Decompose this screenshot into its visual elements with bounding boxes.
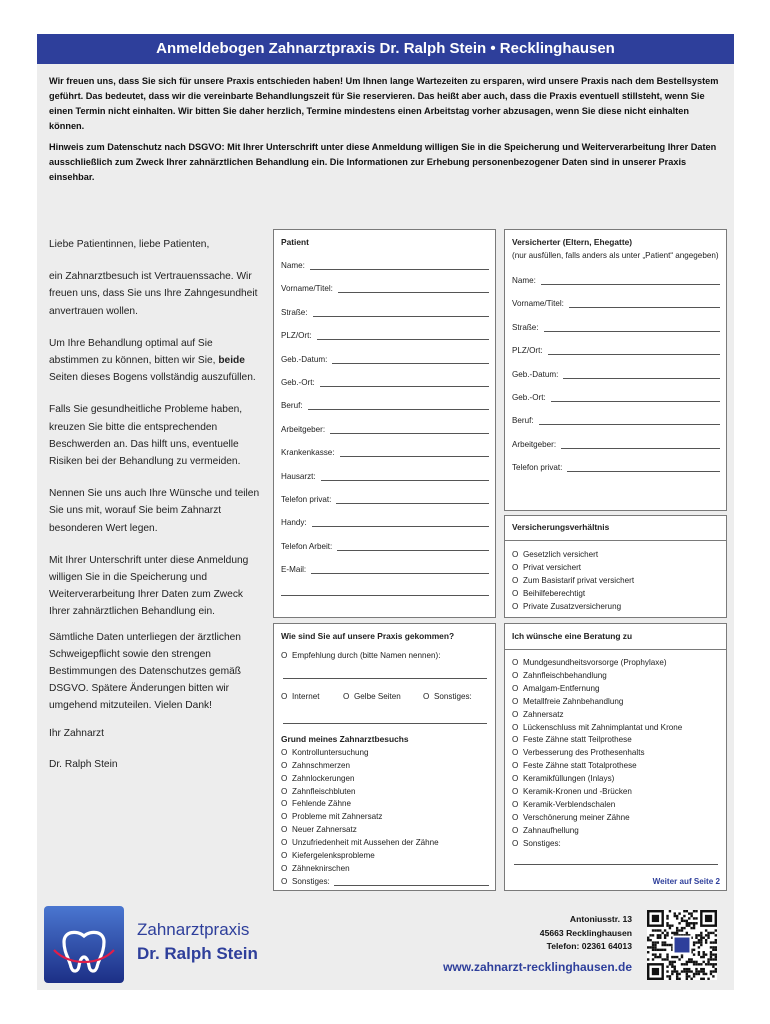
patient-field-label: Beruf: xyxy=(281,401,303,411)
checkbox-circle-icon[interactable]: O xyxy=(281,863,288,873)
consultation-option-zahnaufhellung[interactable] xyxy=(512,825,720,838)
continue-note: Weiter auf Seite 2 xyxy=(652,876,720,886)
consultation-option-label: Lückenschluss mit Zahnimplantat und Krone xyxy=(523,722,683,732)
qr-code-icon[interactable] xyxy=(647,910,717,980)
insured-field-geb-ort[interactable] xyxy=(512,393,720,402)
reason-option-probleme-mit-zahnersatz[interactable] xyxy=(281,811,489,824)
checkbox-circle-icon[interactable]: O xyxy=(512,550,519,559)
insurance-box xyxy=(504,515,727,618)
checkbox-circle-icon[interactable]: O xyxy=(512,709,519,719)
consultation-option-keramik-kronen-und-brucken[interactable] xyxy=(512,786,720,799)
checkbox-circle-icon[interactable]: O xyxy=(512,601,519,611)
insured-field-input-line[interactable] xyxy=(544,324,720,332)
patient-field-label: Geb.-Datum: xyxy=(281,354,328,364)
insurance-option-label: Private Zusatzversicherung xyxy=(523,601,622,611)
patient-field-vorname-titel[interactable] xyxy=(281,284,489,293)
insured-field-arbeitgeber[interactable] xyxy=(512,440,720,449)
insurance-option-gesetzlich-versichert[interactable] xyxy=(512,549,720,562)
patient-field-label: Vorname/Titel: xyxy=(281,284,333,294)
insured-field-telefon-privat[interactable] xyxy=(512,463,720,472)
patient-field-handy[interactable] xyxy=(281,518,489,527)
insurance-option-label: Beihilfeberechtigt xyxy=(523,588,586,598)
patient-field-input-line[interactable] xyxy=(311,566,489,574)
checkbox-circle-icon[interactable]: O xyxy=(512,735,519,745)
insurance-option-privat-versichert[interactable] xyxy=(512,562,720,575)
reason-option-label: Zähneknirschen xyxy=(292,863,350,873)
insured-field-input-line[interactable] xyxy=(561,441,720,449)
patient-extra-line[interactable] xyxy=(281,588,489,596)
insured-field-input-line[interactable] xyxy=(563,371,720,379)
referral-option-other[interactable]: O Sonstiges: xyxy=(423,691,472,701)
referral-inline-options xyxy=(281,691,489,704)
insurance-option-label: Zum Basistarif privat versichert xyxy=(523,575,635,585)
patient-field-geb-datum[interactable] xyxy=(281,355,489,364)
checkbox-circle-icon[interactable]: O xyxy=(281,747,288,757)
checkbox-circle-icon[interactable]: O xyxy=(512,825,519,835)
patient-field-plz-ort[interactable] xyxy=(281,331,489,340)
privacy-notice: Hinweis zum Datenschutz nach DSGVO: Mit Ihrer Unterschrift unter diese Anmeldung willigen Sie in die Speicherung und Weiterverarbeitung Ihrer Daten ausschließlich zum Zweck Ihrer zahnärztlichen Behandlung ein. Die Informationen zur Erhebung personenbezogener Daten sind in unserer Praxis einsehbar. xyxy=(49,142,717,182)
consultation-option-label: Amalgam-Entfernung xyxy=(523,683,600,693)
consultation-option-label: Verbesserung des Prothesenhalts xyxy=(523,748,645,758)
consultation-option-sonstiges[interactable] xyxy=(512,838,720,851)
patient-field-input-line[interactable] xyxy=(332,356,489,364)
letter-paragraph: Mit Ihrer Unterschrift unter diese Anmeldung willigen Sie in die Speicherung und Weiterverarbeitung Ihrer Daten zum Zweck Ihrer zahnärztlichen Behandlung ein. xyxy=(49,554,249,618)
insured-note: (nur ausfüllen, falls anders als unter „Patient“ angegeben) xyxy=(512,251,719,260)
patient-field-input-line[interactable] xyxy=(330,426,489,434)
patient-box xyxy=(273,229,496,618)
consultation-option-amalgam-entfernung[interactable] xyxy=(512,683,720,696)
checkbox-circle-icon[interactable]: O xyxy=(512,683,519,693)
checkbox-circle-icon[interactable]: O xyxy=(512,748,519,758)
patient-field-input-line[interactable] xyxy=(317,332,489,340)
insured-field-stra-e[interactable] xyxy=(512,323,720,332)
insurance-option-zum-basistarif-privat-versichert[interactable] xyxy=(512,575,720,588)
insured-field-input-line[interactable] xyxy=(541,277,720,285)
consultation-option-label: Sonstiges: xyxy=(523,838,561,848)
consultation-option-label: Keramikfüllungen (Inlays) xyxy=(523,774,615,784)
consultation-title: Ich wünsche eine Beratung zu xyxy=(512,631,633,641)
insured-field-label: PLZ/Ort: xyxy=(512,346,543,356)
recommendation-name-line[interactable] xyxy=(283,669,487,679)
patient-field-input-line[interactable] xyxy=(320,379,489,387)
reason-option-kontrolluntersuchung[interactable] xyxy=(281,747,489,760)
address-phone: Telefon: 02361 64013 xyxy=(546,941,632,951)
patient-field-label: Straße: xyxy=(281,307,308,317)
patient-field-label: Telefon Arbeit: xyxy=(281,541,333,551)
insured-field-input-line[interactable] xyxy=(551,394,720,402)
reason-option-fehlende-zahne[interactable] xyxy=(281,798,489,811)
consultation-option-verschonerung-meiner-zahne[interactable] xyxy=(512,812,720,825)
reason-option-label: Probleme mit Zahnersatz xyxy=(292,812,383,822)
referral-title: Wie sind Sie auf unsere Praxis gekommen? xyxy=(281,631,455,641)
reason-option-label: Zahnlockerungen xyxy=(292,773,355,783)
checkbox-circle-icon[interactable]: O xyxy=(281,851,288,861)
consultation-option-label: Feste Zähne statt Totalprothese xyxy=(523,761,637,771)
consultation-option-label: Zahnfleischbehandlung xyxy=(523,670,607,680)
checkbox-circle-icon[interactable]: O xyxy=(281,773,288,783)
patient-field-label: Hausarzt: xyxy=(281,471,316,481)
logo-text-practice: Zahnarztpraxis xyxy=(137,920,250,939)
checkbox-circle-icon[interactable]: O xyxy=(281,760,288,770)
patient-field-input-line[interactable] xyxy=(338,285,489,293)
patient-field-label: E-Mail: xyxy=(281,565,307,575)
consultation-option-luckenschluss-mit-zahnimplantat-und-krone[interactable] xyxy=(512,722,720,735)
insurance-option-label: Privat versichert xyxy=(523,562,582,572)
patient-field-label: Handy: xyxy=(281,518,307,528)
insured-field-name[interactable] xyxy=(512,276,720,285)
consultation-option-label: Zahnaufhellung xyxy=(523,825,579,835)
reason-title: Grund meines Zahnarztbesuchs xyxy=(281,733,409,744)
intro-text xyxy=(37,64,734,185)
reason-option-kiefergelenksprobleme[interactable] xyxy=(281,850,489,863)
insured-field-label: Vorname/Titel: xyxy=(512,299,564,309)
checkbox-circle-icon[interactable]: O xyxy=(281,838,288,848)
consultation-option-feste-zahne-statt-teilprothese[interactable] xyxy=(512,734,720,747)
checkbox-circle-icon[interactable]: O xyxy=(512,588,519,598)
checkbox-circle-icon[interactable]: O xyxy=(281,825,288,835)
consultation-option-feste-zahne-statt-totalprothese[interactable] xyxy=(512,760,720,773)
checkbox-circle-icon[interactable]: O xyxy=(281,812,288,822)
letter-signature: Dr. Ralph Stein xyxy=(49,758,118,770)
checkbox-circle-icon[interactable]: O xyxy=(512,812,519,822)
consultation-option-label: Metallfreie Zahnbehandlung xyxy=(523,696,624,706)
consultation-box xyxy=(504,623,727,891)
consultation-option-zahnersatz[interactable] xyxy=(512,709,720,722)
letter-paragraph: Falls Sie gesundheitliche Probleme haben, kreuzen Sie bitte die entsprechenden Beschwerden an. Das hilft uns, eventuelle Risiken bei der Behandlung zu vermeiden. xyxy=(49,404,243,468)
insured-field-input-line[interactable] xyxy=(567,464,720,472)
insurance-option-private-zusatzversicherung[interactable] xyxy=(512,601,720,614)
insured-box xyxy=(504,229,727,511)
insured-field-vorname-titel[interactable] xyxy=(512,299,720,308)
consultation-option-keramik-verblendschalen[interactable] xyxy=(512,799,720,812)
reason-option-zahnlockerungen[interactable] xyxy=(281,773,489,786)
patient-field-geb-ort[interactable] xyxy=(281,378,489,387)
patient-field-label: Geb.-Ort: xyxy=(281,377,315,387)
checkbox-circle-icon[interactable]: O xyxy=(512,799,519,809)
patient-field-beruf[interactable] xyxy=(281,401,489,410)
insured-field-label: Telefon privat: xyxy=(512,463,563,473)
consultation-option-label: Mundgesundheitsvorsorge (Prophylaxe) xyxy=(523,658,667,667)
consultation-option-verbesserung-des-prothesenhalts[interactable] xyxy=(512,747,720,760)
consultation-option-keramikfullungen-inlays[interactable] xyxy=(512,773,720,786)
checkbox-circle-icon[interactable]: O xyxy=(512,761,519,771)
checkbox-circle-icon[interactable]: O xyxy=(281,876,288,886)
patient-field-input-line[interactable] xyxy=(340,449,489,457)
checkbox-circle-icon[interactable]: O xyxy=(512,787,519,797)
insured-field-label: Straße: xyxy=(512,322,539,332)
checkbox-circle-icon[interactable]: O xyxy=(512,722,519,732)
insured-field-label: Beruf: xyxy=(512,416,534,426)
referral-option-yellow-pages[interactable]: O Gelbe Seiten xyxy=(343,691,401,701)
consultation-option-zahnfleischbehandlung[interactable] xyxy=(512,670,720,683)
letter-paragraph: Nennen Sie uns auch Ihre Wünsche und teilen Sie uns mit, worauf Sie beim Zahnarzt besonderen Wert legen. xyxy=(49,488,260,534)
reason-option-label: Unzufriedenheit mit Aussehen der Zähne xyxy=(292,838,439,848)
patient-field-krankenkasse[interactable] xyxy=(281,448,489,457)
checkbox-circle-icon[interactable]: O xyxy=(512,774,519,784)
address-street: Antoniusstr. 13 xyxy=(569,914,632,924)
patient-title: Patient xyxy=(281,237,309,247)
reason-option-label: Sonstiges: xyxy=(292,876,330,886)
insured-field-geb-datum[interactable] xyxy=(512,370,720,379)
insured-field-label: Arbeitgeber: xyxy=(512,439,557,449)
referral-box xyxy=(273,623,496,891)
patient-field-name[interactable] xyxy=(281,261,489,270)
reason-option-label: Zahnfleischbluten xyxy=(292,786,356,796)
checkbox-circle-icon[interactable]: O xyxy=(281,799,288,809)
referral-option-internet[interactable]: O Internet xyxy=(281,691,320,701)
patient-field-label: Telefon privat: xyxy=(281,494,332,504)
insured-field-input-line[interactable] xyxy=(548,347,720,355)
insured-field-input-line[interactable] xyxy=(569,300,720,308)
insured-field-label: Geb.-Datum: xyxy=(512,369,559,379)
checkbox-circle-icon[interactable]: O xyxy=(512,696,519,706)
checkbox-circle-icon[interactable]: O xyxy=(512,575,519,585)
patient-field-stra-e[interactable] xyxy=(281,308,489,317)
reason-option-label: Fehlende Zähne xyxy=(292,799,351,809)
letter-paragraph: Sämtliche Daten unterliegen der ärztlichen Schweigepflicht sowie den strengen Bestimmungen des Datenschutzes gemäß DSGVO. Spätere Änderungen bitten wir umgehend mitzuteilen. Vielen Dank! xyxy=(49,631,241,712)
letter-greeting: Liebe Patientinnen, liebe Patienten, xyxy=(49,239,210,250)
patient-field-input-line[interactable] xyxy=(336,496,489,504)
insured-field-beruf[interactable] xyxy=(512,416,720,425)
patient-field-arbeitgeber[interactable] xyxy=(281,425,489,434)
address-city: 45663 Recklinghausen xyxy=(539,927,632,938)
practice-address xyxy=(540,913,632,954)
patient-field-label: Krankenkasse: xyxy=(281,448,335,458)
checkbox-circle-icon[interactable]: O xyxy=(512,670,519,680)
insured-field-label: Geb.-Ort: xyxy=(512,392,546,402)
welcome-letter xyxy=(49,236,263,788)
reason-option-sonstiges[interactable] xyxy=(281,876,489,889)
patient-field-input-line[interactable] xyxy=(337,543,489,551)
checkbox-circle-icon[interactable]: O xyxy=(281,786,288,796)
logo-text-doctor: Dr. Ralph Stein xyxy=(137,944,258,963)
checkbox-circle-icon[interactable]: O xyxy=(512,838,519,848)
reason-option-neuer-zahnersatz[interactable] xyxy=(281,824,489,837)
consultation-option-mundgesundheitsvorsorge-prophylaxe[interactable] xyxy=(512,657,720,670)
consultation-option-label: Verschönerung meiner Zähne xyxy=(523,812,630,822)
letter-closing: Ihr Zahnarzt xyxy=(49,727,104,739)
patient-field-e-mail[interactable] xyxy=(281,565,489,574)
insured-field-plz-ort[interactable] xyxy=(512,346,720,355)
registration-form xyxy=(37,34,734,990)
patient-field-label: PLZ/Ort: xyxy=(281,331,312,341)
patient-field-input-line[interactable] xyxy=(312,519,489,527)
reason-option-label: Zahnschmerzen xyxy=(292,760,351,770)
reason-option-label: Kiefergelenksprobleme xyxy=(292,851,375,861)
patient-field-telefon-arbeit[interactable] xyxy=(281,542,489,551)
consultation-option-label: Keramik-Verblendschalen xyxy=(523,799,616,809)
letter-paragraph: ein Zahnarztbesuch ist Vertrauenssache. Wir freuen uns, dass Sie uns Ihre Zahngesundheit anvertrauen wollen. xyxy=(49,271,258,317)
patient-field-label: Arbeitgeber: xyxy=(281,424,326,434)
intro-paragraph: Wir freuen uns, dass Sie sich für unsere Praxis entschieden haben! Um Ihnen lange Wartezeiten zu ersparen, wird unsere Praxis nach dem Bestellsystem geführt. Das bedeutet, dass wir die vereinbarte Behandlungszeit für Sie reservieren. Das heißt aber auch, dass die Praxis eventuell stillsteht, wenn Sie einen Termin nicht einhalten. Wir bitten Sie daher herzlich, Termine mindestens einen Arbeitstag vorher abzusagen, wenn Sie diese nicht einhalten können. xyxy=(49,76,719,131)
insurance-option-beihilfeberechtigt[interactable] xyxy=(512,588,720,601)
insurance-option-label: Gesetzlich versichert xyxy=(523,550,599,559)
patient-field-input-line[interactable] xyxy=(313,309,489,317)
footer xyxy=(37,898,734,990)
patient-field-input-line[interactable] xyxy=(308,402,489,410)
reason-option-zahnschmerzen[interactable] xyxy=(281,760,489,773)
reason-option-label: Neuer Zahnersatz xyxy=(292,825,357,835)
insurance-title: Versicherungsverhältnis xyxy=(512,522,610,532)
form-header: Anmeldebogen Zahnarztpraxis Dr. Ralph Stein • Recklinghausen xyxy=(37,34,734,64)
consultation-option-label: Keramik-Kronen und -Brücken xyxy=(523,787,632,797)
patient-field-label: Name: xyxy=(281,261,305,270)
insured-field-label: Name: xyxy=(512,276,536,285)
referral-recommendation-option[interactable]: O Empfehlung durch (bitte Namen nennen): xyxy=(281,651,441,660)
practice-logo-icon xyxy=(44,906,124,983)
checkbox-circle-icon[interactable]: O xyxy=(512,658,519,667)
reason-option-label: Kontrolluntersuchung xyxy=(292,747,369,757)
reason-option-unzufriedenheit-mit-aussehen-der-zahne[interactable] xyxy=(281,837,489,850)
patient-field-hausarzt[interactable] xyxy=(281,472,489,481)
reason-other-input-line[interactable] xyxy=(334,878,489,886)
referral-other-line[interactable] xyxy=(283,714,487,724)
consultation-other-line[interactable] xyxy=(514,857,718,865)
consultation-option-metallfreie-zahnbehandlung[interactable] xyxy=(512,696,720,709)
patient-field-input-line[interactable] xyxy=(321,473,489,481)
consultation-option-label: Feste Zähne statt Teilprothese xyxy=(523,735,632,745)
consultation-option-label: Zahnersatz xyxy=(523,709,564,719)
website-link[interactable]: www.zahnarzt-recklinghausen.de xyxy=(443,960,632,974)
reason-option-zahnfleischbluten[interactable] xyxy=(281,786,489,799)
patient-field-input-line[interactable] xyxy=(310,262,489,270)
checkbox-circle-icon[interactable]: O xyxy=(512,562,519,572)
insured-field-input-line[interactable] xyxy=(539,417,720,425)
patient-field-telefon-privat[interactable] xyxy=(281,495,489,504)
letter-paragraph: Um Ihre Behandlung optimal auf Sie abstimmen zu können, bitten wir Sie, beide Seiten dieses Bogens vollständig auszufüllen. xyxy=(49,337,256,384)
reason-option-zahneknirschen[interactable] xyxy=(281,863,489,876)
insured-title: Versicherter (Eltern, Ehegatte) xyxy=(512,237,633,247)
